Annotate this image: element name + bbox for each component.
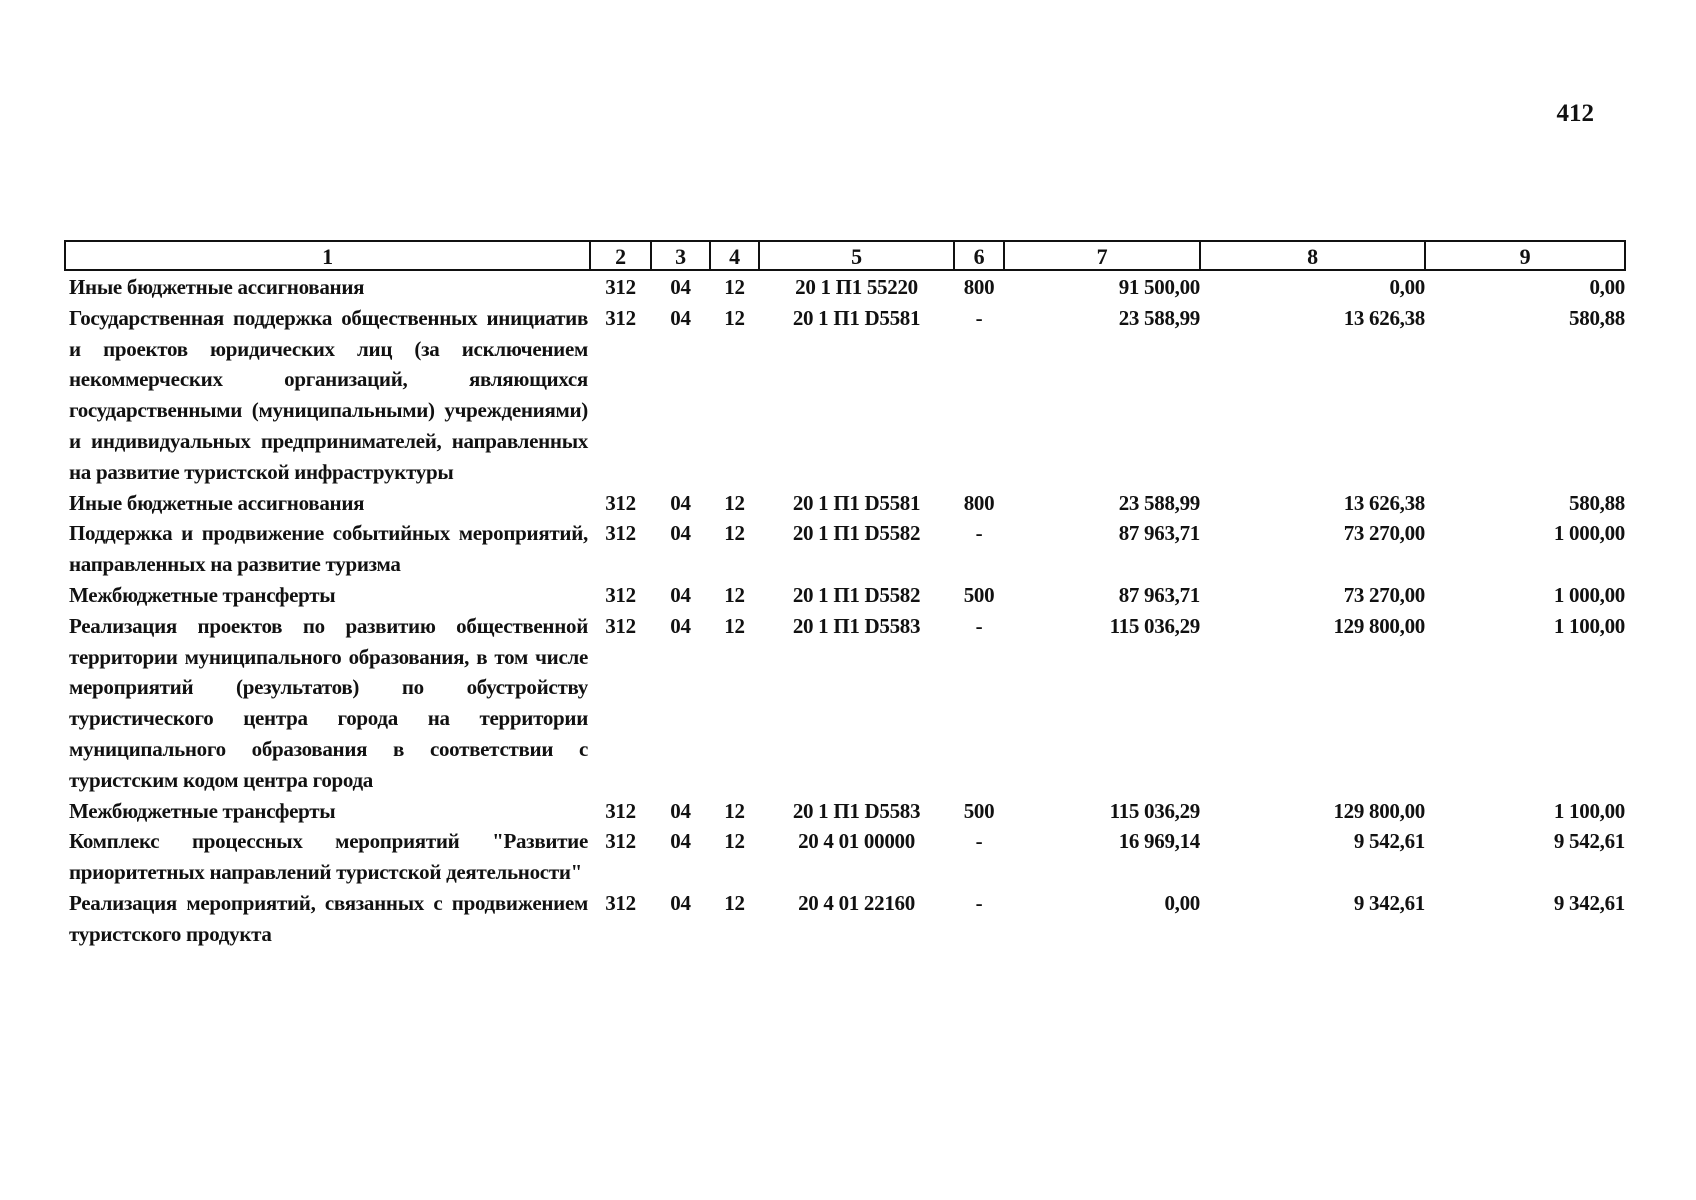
table-row	[65, 580, 1625, 611]
row-code-4: 12	[724, 275, 745, 299]
row-name: Реализация проектов по развитию общественной территории муниципального образования, в том числе мероприятий (результатов) по обустройству туристического центра города на территории муниципального образования в соответствии с туристским кодом центра города	[69, 613, 588, 792]
row-amount-8: 73 270,00	[1343, 521, 1425, 546]
column-header-4: 4	[710, 241, 759, 270]
row-code-3: 04	[670, 275, 691, 299]
row-amount-8: 73 270,00	[1343, 582, 1425, 607]
row-code-6: -	[975, 521, 983, 546]
table-row	[65, 826, 1625, 888]
row-code-6: 800	[963, 490, 995, 515]
row-name: Поддержка и продвижение событийных мероприятий, направленных на развитие туризма	[69, 521, 588, 577]
row-code-4: 12	[724, 798, 745, 823]
row-code-6: -	[975, 613, 983, 638]
row-amount-9: 1 000,00	[1553, 582, 1625, 607]
row-amount-9: 580,88	[1569, 305, 1625, 330]
row-amount-9: 9 342,61	[1553, 890, 1625, 915]
row-amount-9: 1 000,00	[1553, 521, 1625, 546]
row-code-4: 12	[724, 490, 745, 515]
row-amount-8: 9 342,61	[1353, 890, 1425, 915]
row-code-2: 312	[605, 890, 636, 915]
row-code-6: 500	[963, 582, 995, 607]
row-amount-9: 1 100,00	[1553, 613, 1625, 638]
row-code-6: 500	[963, 798, 995, 823]
row-amount-8: 129 800,00	[1333, 798, 1425, 823]
row-code-3: 04	[670, 890, 691, 915]
column-header-1: 1	[65, 241, 590, 270]
row-amount-8: 9 542,61	[1353, 829, 1425, 854]
row-code-4: 12	[724, 305, 745, 330]
table-row	[65, 488, 1625, 519]
row-code-3: 04	[670, 490, 691, 515]
row-code-5: 20 1 П1 D5583	[792, 798, 921, 823]
table-row	[65, 888, 1625, 950]
row-amount-7: 0,00	[1164, 890, 1200, 915]
row-code-4: 12	[724, 613, 745, 638]
table-row	[65, 796, 1625, 827]
column-header-2: 2	[590, 241, 651, 270]
column-header-9: 9	[1425, 241, 1625, 270]
row-code-2: 312	[605, 490, 636, 515]
row-code-4: 12	[724, 582, 745, 607]
row-code-2: 312	[605, 305, 636, 330]
column-header-7: 7	[1004, 241, 1200, 270]
row-name: Иные бюджетные ассигнования	[69, 490, 365, 515]
row-name: Межбюджетные трансферты	[69, 798, 336, 823]
header-row	[65, 241, 1625, 270]
row-amount-9: 0,00	[1589, 275, 1625, 299]
row-code-3: 04	[670, 829, 691, 854]
row-amount-7: 87 963,71	[1118, 521, 1200, 546]
row-amount-8: 13 626,38	[1343, 305, 1425, 330]
row-code-2: 312	[605, 275, 636, 299]
row-amount-8: 0,00	[1389, 275, 1425, 299]
table-body	[65, 270, 1625, 950]
row-amount-7: 16 969,14	[1118, 829, 1200, 854]
row-code-2: 312	[605, 829, 636, 854]
row-code-6: -	[975, 305, 983, 330]
row-code-5: 20 4 01 22160	[798, 890, 915, 915]
column-header-3: 3	[651, 241, 710, 270]
row-code-3: 04	[670, 305, 691, 330]
table-row	[65, 270, 1625, 303]
row-code-6: -	[975, 829, 983, 854]
row-name: Комплекс процессных мероприятий "Развитие приоритетных направлений туристской деятельности"	[69, 829, 588, 885]
row-amount-8: 129 800,00	[1333, 613, 1425, 638]
table-row	[65, 611, 1625, 796]
column-header-8: 8	[1200, 241, 1425, 270]
row-name: Реализация мероприятий, связанных с продвижением туристского продукта	[69, 890, 588, 946]
column-header-5: 5	[759, 241, 954, 270]
row-amount-7: 115 036,29	[1109, 613, 1200, 638]
table-header	[65, 241, 1625, 270]
row-name: Иные бюджетные ассигнования	[69, 275, 365, 299]
row-code-6: -	[975, 890, 983, 915]
page-number: 412	[1556, 100, 1594, 127]
table-row	[65, 518, 1625, 580]
row-name: Межбюджетные трансферты	[69, 582, 336, 607]
row-name: Государственная поддержка общественных инициатив и проектов юридических лиц (за исключением некоммерческих организаций, являющихся государственными (муниципальными) учреждениями) и индивидуальных предпринимателей, направленных на развитие туристской инфраструктуры	[69, 305, 588, 484]
row-code-2: 312	[605, 613, 636, 638]
row-code-6: 800	[963, 275, 995, 299]
row-code-4: 12	[724, 829, 745, 854]
row-amount-7: 91 500,00	[1118, 275, 1200, 299]
row-code-3: 04	[670, 521, 691, 546]
row-code-2: 312	[605, 582, 636, 607]
table-row	[65, 303, 1625, 488]
row-code-2: 312	[605, 521, 636, 546]
row-code-4: 12	[724, 890, 745, 915]
row-code-5: 20 1 П1 D5581	[792, 305, 921, 330]
row-code-5: 20 1 П1 D5583	[792, 613, 921, 638]
row-code-4: 12	[724, 521, 745, 546]
budget-table	[64, 240, 1626, 950]
column-header-6: 6	[954, 241, 1004, 270]
row-code-3: 04	[670, 613, 691, 638]
row-code-3: 04	[670, 582, 691, 607]
row-code-2: 312	[605, 798, 636, 823]
row-amount-9: 1 100,00	[1553, 798, 1625, 823]
row-code-3: 04	[670, 798, 691, 823]
row-amount-7: 115 036,29	[1109, 798, 1200, 823]
row-amount-9: 9 542,61	[1553, 829, 1625, 854]
row-amount-7: 23 588,99	[1118, 490, 1200, 515]
row-amount-7: 23 588,99	[1118, 305, 1200, 330]
row-code-5: 20 1 П1 D5582	[792, 521, 921, 546]
row-code-5: 20 1 П1 D5582	[792, 582, 921, 607]
row-code-5: 20 1 П1 55220	[795, 275, 918, 299]
row-amount-7: 87 963,71	[1118, 582, 1200, 607]
row-amount-8: 13 626,38	[1343, 490, 1425, 515]
row-code-5: 20 4 01 00000	[798, 829, 915, 854]
row-code-5: 20 1 П1 D5581	[792, 490, 921, 515]
row-amount-9: 580,88	[1569, 490, 1625, 515]
